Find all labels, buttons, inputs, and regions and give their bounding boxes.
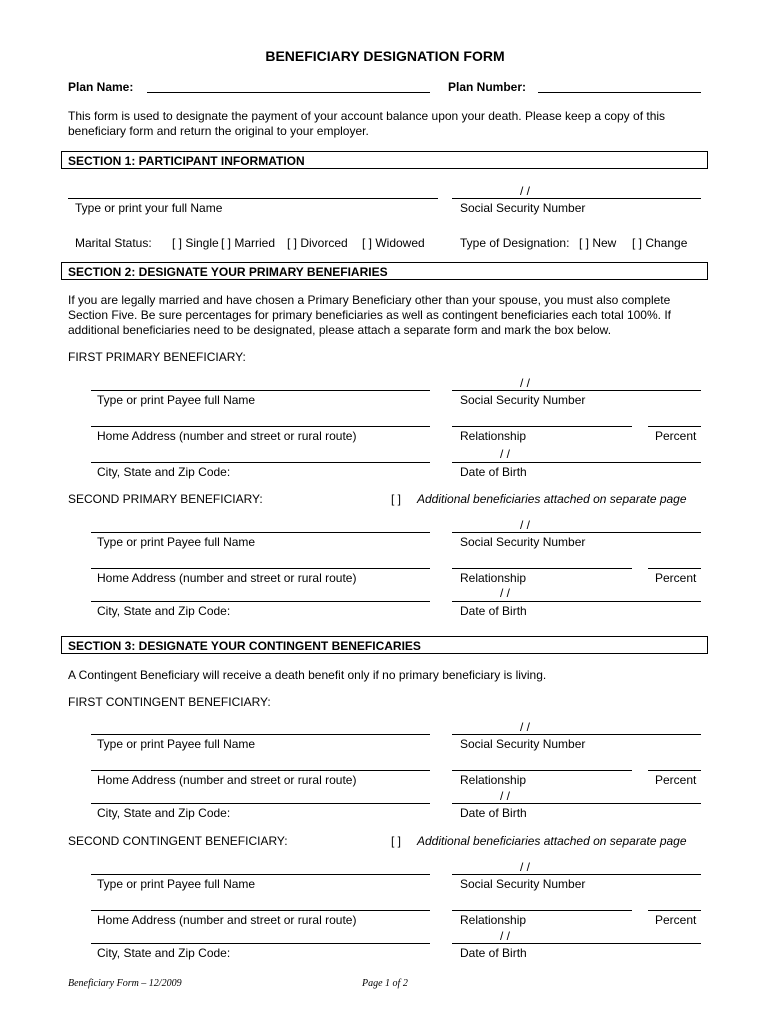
fc-dob-field[interactable]: [452, 793, 701, 804]
footer-page-number: Page 1 of 2: [362, 978, 408, 989]
fp-payee-name-label: Type or print Payee full Name: [97, 393, 256, 407]
marital-single-checkbox[interactable]: [ ] Single: [172, 236, 219, 250]
designation-new-checkbox[interactable]: [ ] New: [579, 236, 617, 250]
marital-married-checkbox[interactable]: [ ] Married: [221, 236, 276, 250]
fp-home-address-field[interactable]: [91, 416, 430, 427]
fc-dob-slashes: / /: [500, 789, 511, 803]
first-primary-label: FIRST PRIMARY BENEFICIARY:: [68, 350, 246, 364]
fc-relationship-field[interactable]: [452, 760, 632, 771]
designation-type-label: Type of Designation:: [460, 236, 570, 250]
sc-ssn-field[interactable]: [452, 864, 701, 875]
sc-relationship-field[interactable]: [452, 900, 632, 911]
footer-form-version: Beneficiary Form – 12/2009: [68, 978, 182, 989]
sc-relationship-label: Relationship: [460, 913, 527, 927]
sp-ssn-label: Social Security Number: [460, 535, 586, 549]
section2-paragraph: If you are legally married and have chosen a Primary Beneficiary other than your spouse, you must also complete Section Five. Be sure percentages for primary beneficiaries as well as contingent beneficiaries each total 100%. If additional beneficiaries need to be designated, please attach a separate form and mark the box below.: [68, 293, 671, 337]
fc-home-address-label: Home Address (number and street or rural route): [97, 773, 357, 787]
marital-status-label: Marital Status:: [75, 236, 152, 250]
fc-percent-label: Percent: [655, 773, 697, 787]
intro-paragraph: This form is used to designate the payment of your account balance upon your death. Please keep a copy of this beneficiary form and return the original to your employer.: [68, 109, 666, 138]
participant-name-field[interactable]: [68, 188, 438, 199]
fp-payee-name-field[interactable]: [91, 380, 430, 391]
fc-city-label: City, State and Zip Code:: [97, 806, 231, 820]
fp-dob-field[interactable]: [452, 452, 701, 463]
sc-payee-name-label: Type or print Payee full Name: [97, 877, 256, 891]
sp-percent-label: Percent: [655, 571, 697, 585]
sc-dob-slashes: / /: [500, 929, 511, 943]
fc-city-field[interactable]: [91, 793, 430, 804]
designation-change-checkbox[interactable]: [ ] Change: [632, 236, 688, 250]
sp-dob-slashes: / /: [500, 586, 511, 600]
primary-additional-checkbox[interactable]: [ ]: [391, 492, 402, 506]
participant-ssn-slashes: / /: [520, 184, 531, 198]
sp-percent-field[interactable]: [648, 558, 701, 569]
sc-dob-field[interactable]: [452, 933, 701, 944]
sc-dob-label: Date of Birth: [460, 946, 527, 960]
fp-ssn-field[interactable]: [452, 380, 701, 391]
sc-ssn-slashes: / /: [520, 860, 531, 874]
fc-payee-name-label: Type or print Payee full Name: [97, 737, 256, 751]
sp-dob-field[interactable]: [452, 591, 701, 602]
fp-city-label: City, State and Zip Code:: [97, 465, 231, 479]
sp-ssn-slashes: / /: [520, 518, 531, 532]
sc-percent-label: Percent: [655, 913, 697, 927]
fp-ssn-label: Social Security Number: [460, 393, 586, 407]
fc-ssn-field[interactable]: [452, 724, 701, 735]
fc-ssn-slashes: / /: [520, 720, 531, 734]
sc-city-field[interactable]: [91, 933, 430, 944]
sp-relationship-field[interactable]: [452, 558, 632, 569]
participant-ssn-field[interactable]: [452, 188, 701, 199]
fp-ssn-slashes: / /: [520, 376, 531, 390]
sc-city-label: City, State and Zip Code:: [97, 946, 231, 960]
section1-heading: SECTION 1: PARTICIPANT INFORMATION: [61, 151, 708, 169]
fp-percent-label: Percent: [655, 429, 697, 443]
sp-city-field[interactable]: [91, 591, 430, 602]
sp-ssn-field[interactable]: [452, 522, 701, 533]
plan-name-label: Plan Name:: [68, 80, 134, 94]
contingent-additional-checkbox[interactable]: [ ]: [391, 834, 402, 848]
fc-payee-name-field[interactable]: [91, 724, 430, 735]
sp-payee-name-field[interactable]: [91, 522, 430, 533]
section3-heading: SECTION 3: DESIGNATE YOUR CONTINGENT BENEFICARIES: [61, 636, 708, 654]
sc-percent-field[interactable]: [648, 900, 701, 911]
sp-city-label: City, State and Zip Code:: [97, 604, 231, 618]
participant-ssn-label: Social Security Number: [460, 201, 586, 215]
fc-home-address-field[interactable]: [91, 760, 430, 771]
primary-additional-text: Additional beneficiaries attached on separate page: [417, 492, 687, 506]
sc-home-address-label: Home Address (number and street or rural route): [97, 913, 357, 927]
contingent-additional-text: Additional beneficiaries attached on separate page: [417, 834, 687, 848]
fc-relationship-label: Relationship: [460, 773, 527, 787]
marital-widowed-checkbox[interactable]: [ ] Widowed: [362, 236, 425, 250]
section2-heading: SECTION 2: DESIGNATE YOUR PRIMARY BENEFIARIES: [61, 262, 708, 280]
sc-payee-name-field[interactable]: [91, 864, 430, 875]
fp-percent-field[interactable]: [648, 416, 701, 427]
sp-dob-label: Date of Birth: [460, 604, 527, 618]
plan-number-field[interactable]: [538, 82, 701, 93]
form-title: BENEFICIARY DESIGNATION FORM: [265, 48, 505, 64]
second-primary-label: SECOND PRIMARY BENEFICIARY:: [68, 492, 263, 506]
first-contingent-label: FIRST CONTINGENT BENEFICIARY:: [68, 695, 271, 709]
fp-relationship-field[interactable]: [452, 416, 632, 427]
section3-paragraph: A Contingent Beneficiary will receive a death benefit only if no primary beneficiary is living.: [68, 668, 547, 682]
fp-dob-slashes: / /: [500, 447, 511, 461]
fp-home-address-label: Home Address (number and street or rural route): [97, 429, 357, 443]
plan-number-label: Plan Number:: [448, 80, 527, 94]
sc-ssn-label: Social Security Number: [460, 877, 586, 891]
sp-home-address-label: Home Address (number and street or rural route): [97, 571, 357, 585]
fc-percent-field[interactable]: [648, 760, 701, 771]
plan-name-field[interactable]: [147, 82, 430, 93]
participant-name-label: Type or print your full Name: [75, 201, 223, 215]
marital-divorced-checkbox[interactable]: [ ] Divorced: [287, 236, 348, 250]
second-contingent-label: SECOND CONTINGENT BENEFICIARY:: [68, 834, 288, 848]
fp-dob-label: Date of Birth: [460, 465, 527, 479]
fp-relationship-label: Relationship: [460, 429, 527, 443]
fp-city-field[interactable]: [91, 452, 430, 463]
fc-dob-label: Date of Birth: [460, 806, 527, 820]
sp-home-address-field[interactable]: [91, 558, 430, 569]
fc-ssn-label: Social Security Number: [460, 737, 586, 751]
sp-payee-name-label: Type or print Payee full Name: [97, 535, 256, 549]
sc-home-address-field[interactable]: [91, 900, 430, 911]
sp-relationship-label: Relationship: [460, 571, 527, 585]
